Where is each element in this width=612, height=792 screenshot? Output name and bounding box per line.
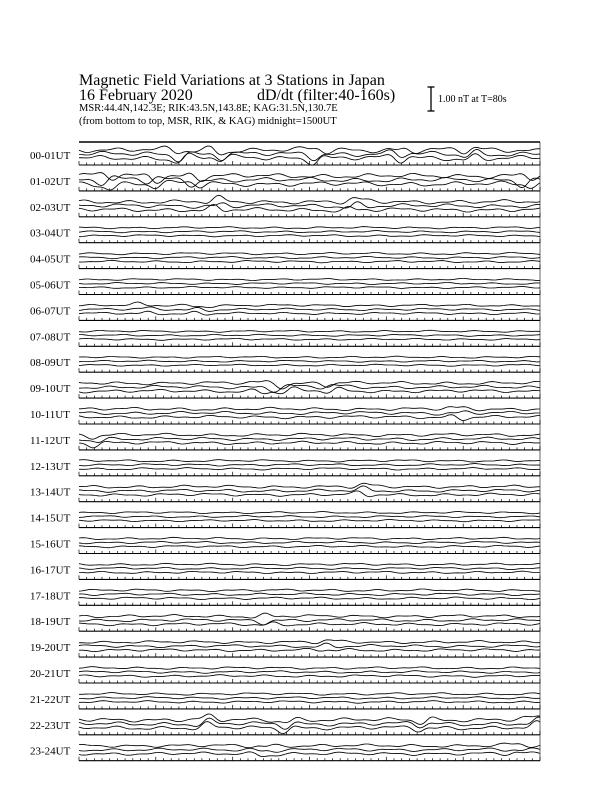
row-ticks <box>79 627 540 631</box>
station-trace <box>79 693 540 696</box>
row-label: 11-12UT <box>30 434 70 447</box>
station-trace <box>79 253 540 255</box>
station-trace <box>79 648 540 651</box>
row-label: 14-15UT <box>30 512 71 525</box>
station-trace <box>79 520 540 522</box>
chart-date: 16 February 2020 <box>79 87 193 104</box>
station-trace <box>79 512 540 514</box>
station-trace <box>79 437 540 442</box>
row-ticks <box>79 213 540 217</box>
station-trace <box>79 671 540 674</box>
station-trace <box>79 334 540 336</box>
row-ticks <box>79 731 540 735</box>
row-label: 19-20UT <box>30 642 71 655</box>
hour-row <box>30 589 540 605</box>
row-label: 17-18UT <box>30 590 71 603</box>
row-label: 18-19UT <box>30 616 71 629</box>
row-label: 00-01UT <box>30 150 71 162</box>
hour-row <box>30 693 540 709</box>
station-trace <box>79 195 540 204</box>
hour-row <box>30 667 540 683</box>
row-ticks <box>79 239 540 243</box>
station-trace <box>79 407 540 411</box>
station-trace <box>79 364 540 366</box>
station-trace <box>79 563 540 565</box>
hour-row <box>30 356 540 372</box>
hour-row <box>30 330 540 346</box>
hour-row <box>30 483 540 502</box>
row-label: 01-02UT <box>30 175 71 188</box>
row-label: 05-06UT <box>30 279 71 292</box>
row-ticks <box>79 394 540 398</box>
station-trace <box>79 541 540 543</box>
station-trace <box>79 593 540 596</box>
hour-row <box>30 537 540 553</box>
row-ticks <box>79 316 540 320</box>
station-trace <box>79 460 540 462</box>
hour-row <box>30 563 540 579</box>
row-ticks <box>79 679 540 683</box>
station-trace <box>79 387 540 394</box>
station-trace <box>79 752 540 757</box>
row-label: 07-08UT <box>30 331 71 344</box>
scale-label: 1.00 nT at T=80s <box>438 94 507 105</box>
row-label: 13-14UT <box>30 486 71 499</box>
row-label: 15-16UT <box>30 538 71 551</box>
hour-row <box>30 743 540 761</box>
station-order-note: (from bottom to top, MSR, RIK, & KAG) midnight=1500UT <box>79 116 337 127</box>
station-trace <box>79 260 540 262</box>
hour-row <box>30 381 540 398</box>
station-trace <box>79 279 540 281</box>
station-trace <box>79 640 540 644</box>
station-trace <box>79 256 540 258</box>
station-trace <box>79 204 540 212</box>
row-ticks <box>79 601 540 605</box>
row-ticks <box>79 705 540 709</box>
hour-row <box>30 195 540 217</box>
chart-quantity: dD/dt (filter:40-160s) <box>257 87 396 104</box>
station-trace <box>79 537 540 539</box>
station-trace <box>79 360 540 362</box>
row-ticks <box>79 187 540 191</box>
station-trace <box>79 415 540 421</box>
station-trace <box>79 597 540 600</box>
hour-row <box>30 173 540 191</box>
station-trace <box>79 227 540 229</box>
row-label: 21-22UT <box>30 693 71 706</box>
station-trace <box>79 516 540 518</box>
row-ticks <box>79 472 540 476</box>
station-trace <box>79 311 540 315</box>
row-label: 03-04UT <box>30 227 71 240</box>
station-trace <box>79 643 540 648</box>
row-label: 20-21UT <box>30 668 71 680</box>
row-label: 10-11UT <box>30 409 70 421</box>
station-trace <box>79 330 540 332</box>
station-trace <box>79 667 540 670</box>
hour-row <box>30 227 540 243</box>
hour-row <box>30 302 540 320</box>
station-trace <box>79 714 540 725</box>
station-trace <box>79 235 540 237</box>
row-ticks <box>79 498 540 502</box>
row-ticks <box>79 291 540 295</box>
row-ticks <box>79 575 540 579</box>
row-ticks <box>79 550 540 554</box>
row-ticks <box>79 524 540 528</box>
row-label: 12-13UT <box>30 460 71 473</box>
station-trace <box>79 589 540 592</box>
row-label: 04-05UT <box>30 253 71 266</box>
row-label: 02-03UT <box>30 201 71 214</box>
hour-row <box>30 407 540 424</box>
row-ticks <box>79 265 540 269</box>
station-trace <box>79 675 540 678</box>
row-label: 08-09UT <box>30 357 71 370</box>
hour-row <box>30 613 540 631</box>
row-ticks <box>79 446 540 450</box>
station-trace <box>79 483 540 488</box>
station-coordinates: MSR:44.4N,142.3E; RIK:43.5N,143.8E; KAG:31.5N,130.7E <box>79 103 338 114</box>
row-ticks <box>79 757 540 761</box>
station-trace <box>79 743 540 748</box>
hour-row <box>30 640 540 657</box>
station-trace <box>79 283 540 285</box>
row-ticks <box>79 653 540 657</box>
station-trace <box>79 748 540 752</box>
hour-row <box>30 714 540 735</box>
station-trace <box>79 622 540 626</box>
station-trace <box>79 613 540 618</box>
row-label: 16-17UT <box>30 564 71 577</box>
station-trace <box>79 411 540 415</box>
station-trace <box>79 567 540 569</box>
station-trace <box>79 338 540 340</box>
station-trace <box>79 287 540 289</box>
station-trace <box>79 356 540 358</box>
station-trace <box>79 571 540 573</box>
hour-row <box>30 460 540 476</box>
station-trace <box>79 464 540 466</box>
station-trace <box>79 545 540 547</box>
row-ticks <box>79 368 540 372</box>
station-trace <box>79 697 540 700</box>
station-trace <box>79 231 540 233</box>
station-trace <box>79 468 540 470</box>
row-label: 22-23UT <box>30 719 71 732</box>
hour-row <box>30 433 540 450</box>
row-ticks <box>79 342 540 346</box>
row-label: 23-24UT <box>30 745 71 758</box>
station-trace <box>79 307 540 312</box>
row-label: 06-07UT <box>30 305 71 318</box>
row-label: 09-10UT <box>30 383 71 396</box>
hour-row <box>30 512 540 528</box>
station-trace <box>79 173 540 184</box>
hour-row <box>30 146 540 165</box>
hour-row <box>30 253 540 269</box>
hour-row <box>30 279 540 295</box>
station-trace <box>79 701 540 704</box>
row-ticks <box>79 420 540 424</box>
chart-title: Magnetic Field Variations at 3 Stations in Japan <box>79 72 385 89</box>
